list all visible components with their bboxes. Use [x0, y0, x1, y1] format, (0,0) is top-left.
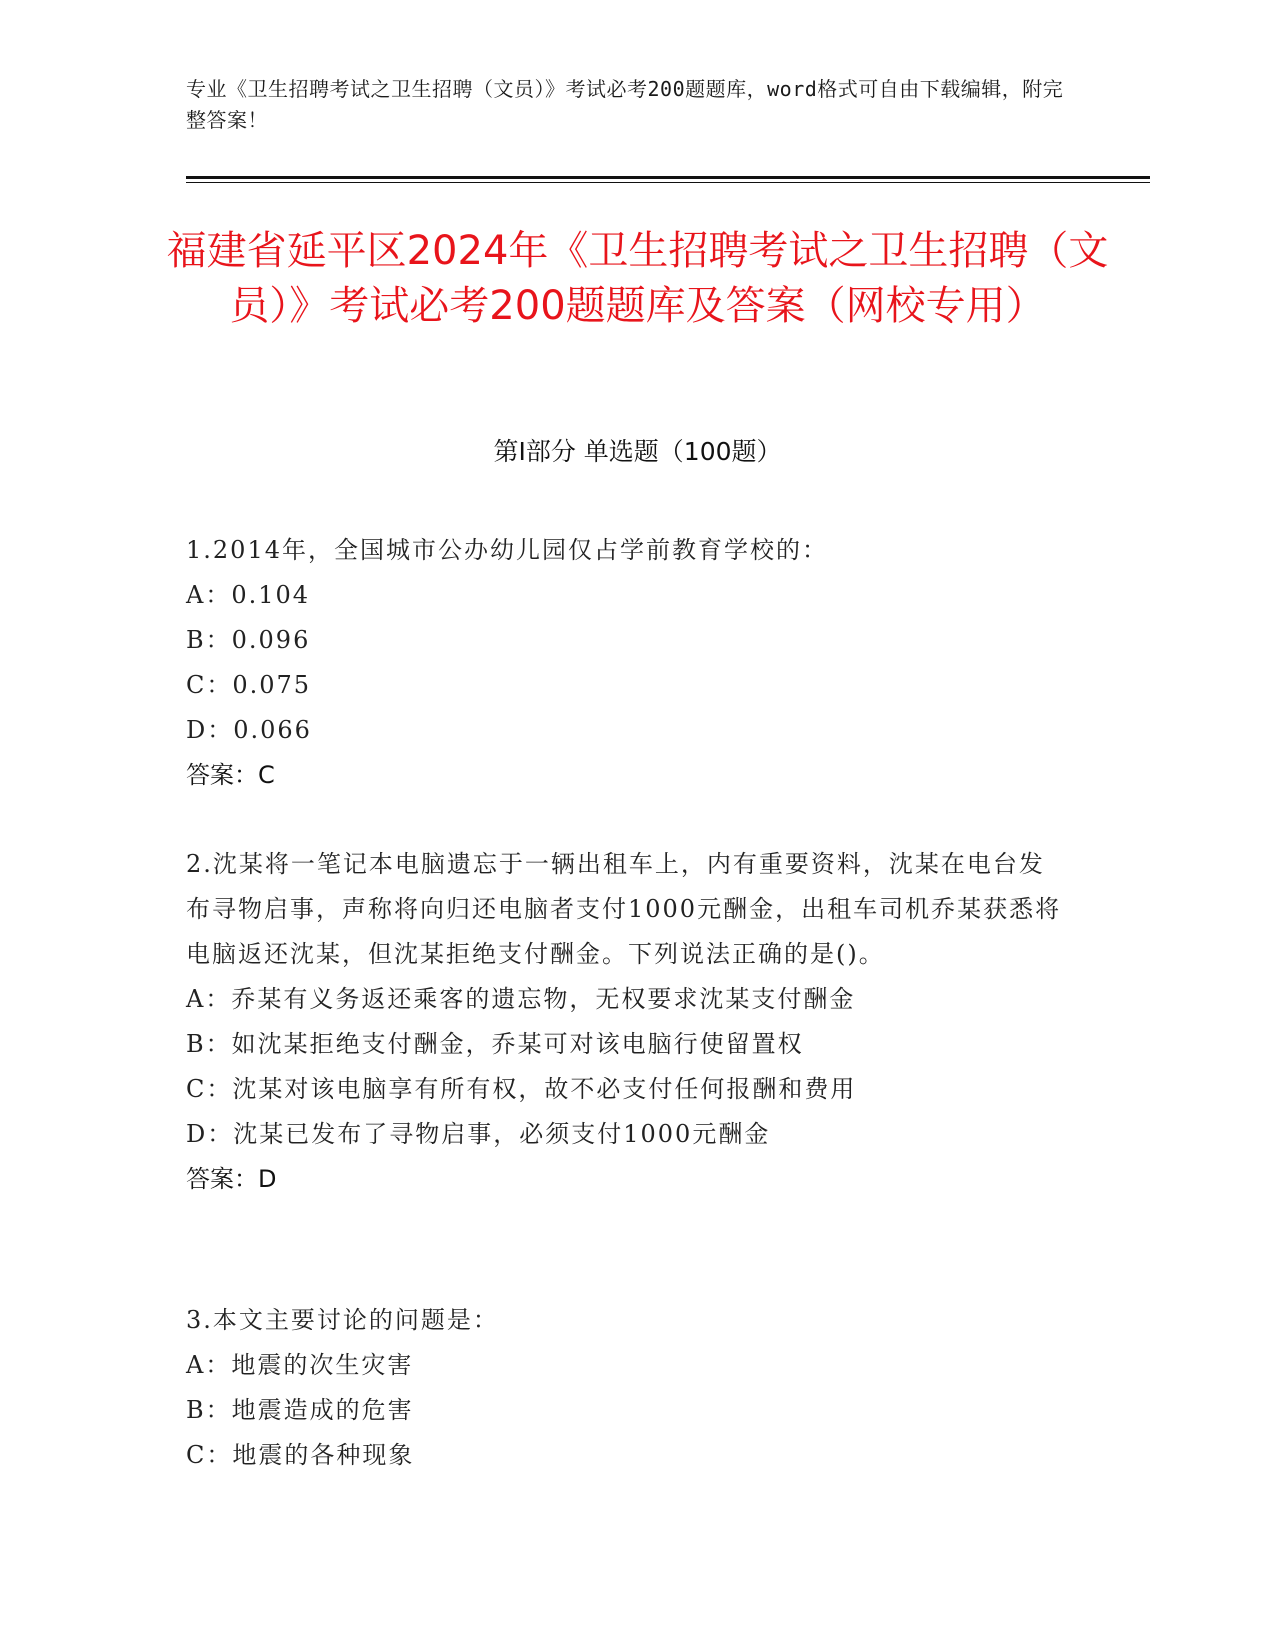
header-divider-thick — [186, 176, 1150, 179]
document-title: 福建省延平区2024年《卫生招聘考试之卫生招聘（文员）》考试必考200题题库及答案（网校专用） — [166, 228, 1109, 329]
option-d: D：0.066 — [186, 716, 312, 744]
option-a: A：乔某有义务返还乘客的遗忘物，无权要求沈某支付酬金 — [186, 985, 856, 1013]
option-c: C：地震的各种现象 — [186, 1441, 415, 1469]
section-heading: 第I部分 单选题（100题） — [493, 437, 782, 466]
header-divider-thin — [186, 182, 1150, 183]
answer-line: 答案：D — [186, 1165, 277, 1193]
question-stem: 2.沈某将一笔记本电脑遗忘于一辆出租车上，内有重要资料，沈某在电台发布寻物启事，声称将向归还电脑者支付1000元酬金，出租车司机乔某获悉将电脑返还沈某，但沈某拒绝支付酬金。下列说法正确的是()。 — [186, 850, 1062, 968]
header-note: 专业《卫生招聘考试之卫生招聘（文员）》考试必考200题题库，word格式可自由下载编辑，附完整答案！ — [186, 77, 1064, 132]
option-b: B：0.096 — [186, 626, 311, 654]
question-block-3 — [186, 1298, 1066, 1478]
question-block-1 — [186, 528, 1066, 798]
answer-line: 答案：C — [186, 761, 275, 789]
option-c: C：沈某对该电脑享有所有权，故不必支付任何报酬和费用 — [186, 1075, 857, 1103]
option-d: D：沈某已发布了寻物启事，必须支付1000元酬金 — [186, 1120, 771, 1148]
question-block-2 — [186, 842, 1066, 1202]
question-stem: 3.本文主要讨论的问题是： — [186, 1306, 499, 1334]
option-b: B：地震造成的危害 — [186, 1396, 414, 1424]
option-c: C：0.075 — [186, 671, 312, 699]
option-a: A：0.104 — [186, 581, 311, 609]
option-b: B：如沈某拒绝支付酬金，乔某可对该电脑行使留置权 — [186, 1030, 804, 1058]
question-stem: 1.2014年，全国城市公办幼儿园仅占学前教育学校的： — [186, 536, 828, 564]
option-a: A：地震的次生灾害 — [186, 1351, 414, 1379]
